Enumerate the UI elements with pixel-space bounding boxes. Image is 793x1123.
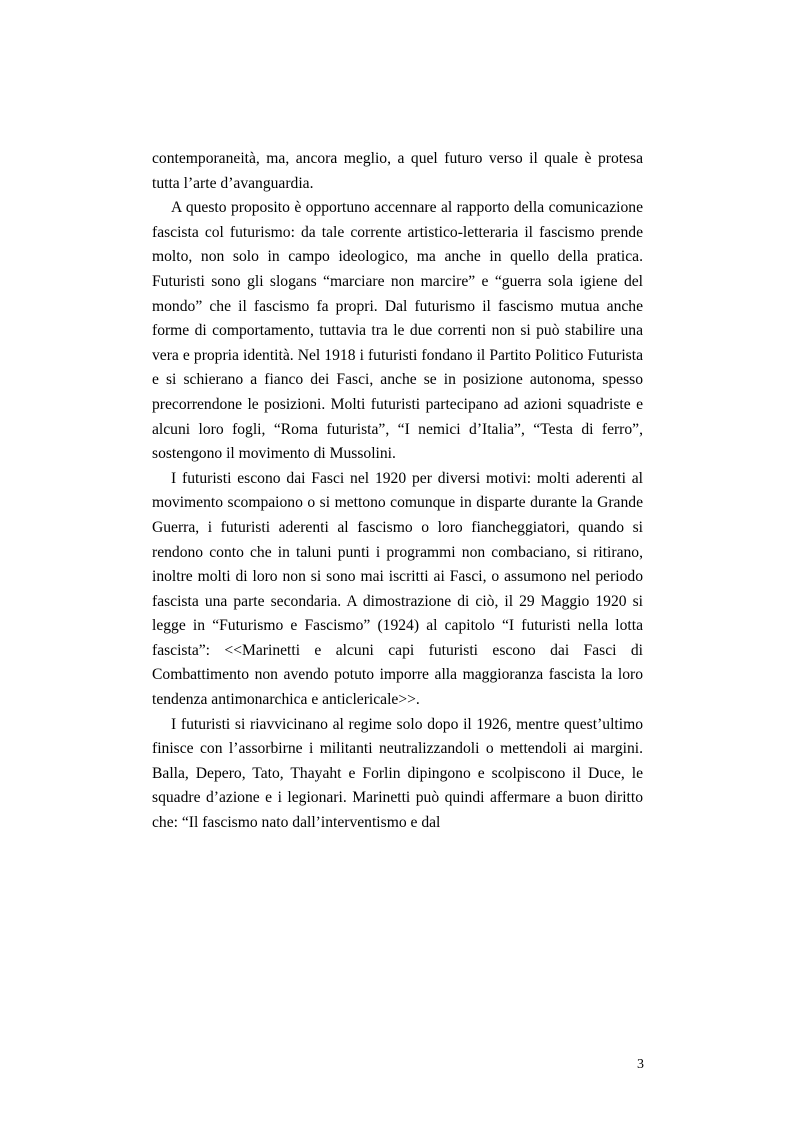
paragraph-4: I futuristi si riavvicinano al regime solo dopo il 1926, mentre quest’ultimo finisce con l’assorbirne i militanti neutralizzandoli o mettendoli ai margini. Balla, Depero, Tato, Thayaht e Forlin dipingono e scolpiscono il Duce, le squadre d’azione e i legionari. Marinetti può quindi affermare a buon diritto che: “Il fascismo nato dall’interventismo e dal [152, 715, 643, 832]
paragraph-1: contemporaneità, ma, ancora meglio, a quel futuro verso il quale è protesa tutta l’arte d’avanguardia. [152, 150, 643, 192]
paragraph-3: I futuristi escono dai Fasci nel 1920 per diversi motivi: molti aderenti al movimento scompaiono o si mettono comunque in disparte durante la Grande Guerra, i futuristi aderenti al fascismo o loro fiancheggiatori, quando si rendono conto che in taluni punti i programmi non combaciano, si ritirano, inoltre molti di loro non si sono mai iscritti ai Fasci, o assumono nel periodo fascista una parte secondaria. A dimostrazione di ciò, il 29 Maggio 1920 si legge in “Futurismo e Fascismo” (1924) al capitolo “I futuristi nella lotta fascista”: <<Marinetti e alcuni capi futuristi escono dai Fasci di Combattimento non avendo potuto imporre alla maggioranza fascista la loro tendenza antimonarchica e anticlericale>>. [152, 469, 643, 709]
paragraph-2: A questo proposito è opportuno accennare al rapporto della comunicazione fascista col futurismo: da tale corrente artistico-letteraria il fascismo prende molto, non solo in campo ideologico, ma anche in quello della pratica. Futuristi sono gli slogans “marciare non marcire” e “guerra sola igiene del mondo” che il fascismo fa propri. Dal futurismo il fascismo mutua anche forme di comportamento, tuttavia tra le due correnti non si può stabilire una vera e propria identità. Nel 1918 i futuristi fondano il Partito Politico Futurista e si schierano a fianco dei Fasci, anche se in posizione autonoma, spesso precorrendone le posizioni. Molti futuristi partecipano ad azioni squadriste e alcuni loro fogli, “Roma futurista”, “I nemici d’Italia”, “Testa di ferro”, sostengono il movimento di Mussolini. [152, 199, 643, 463]
page-number: 3 [637, 1057, 644, 1072]
body-text [152, 147, 643, 836]
